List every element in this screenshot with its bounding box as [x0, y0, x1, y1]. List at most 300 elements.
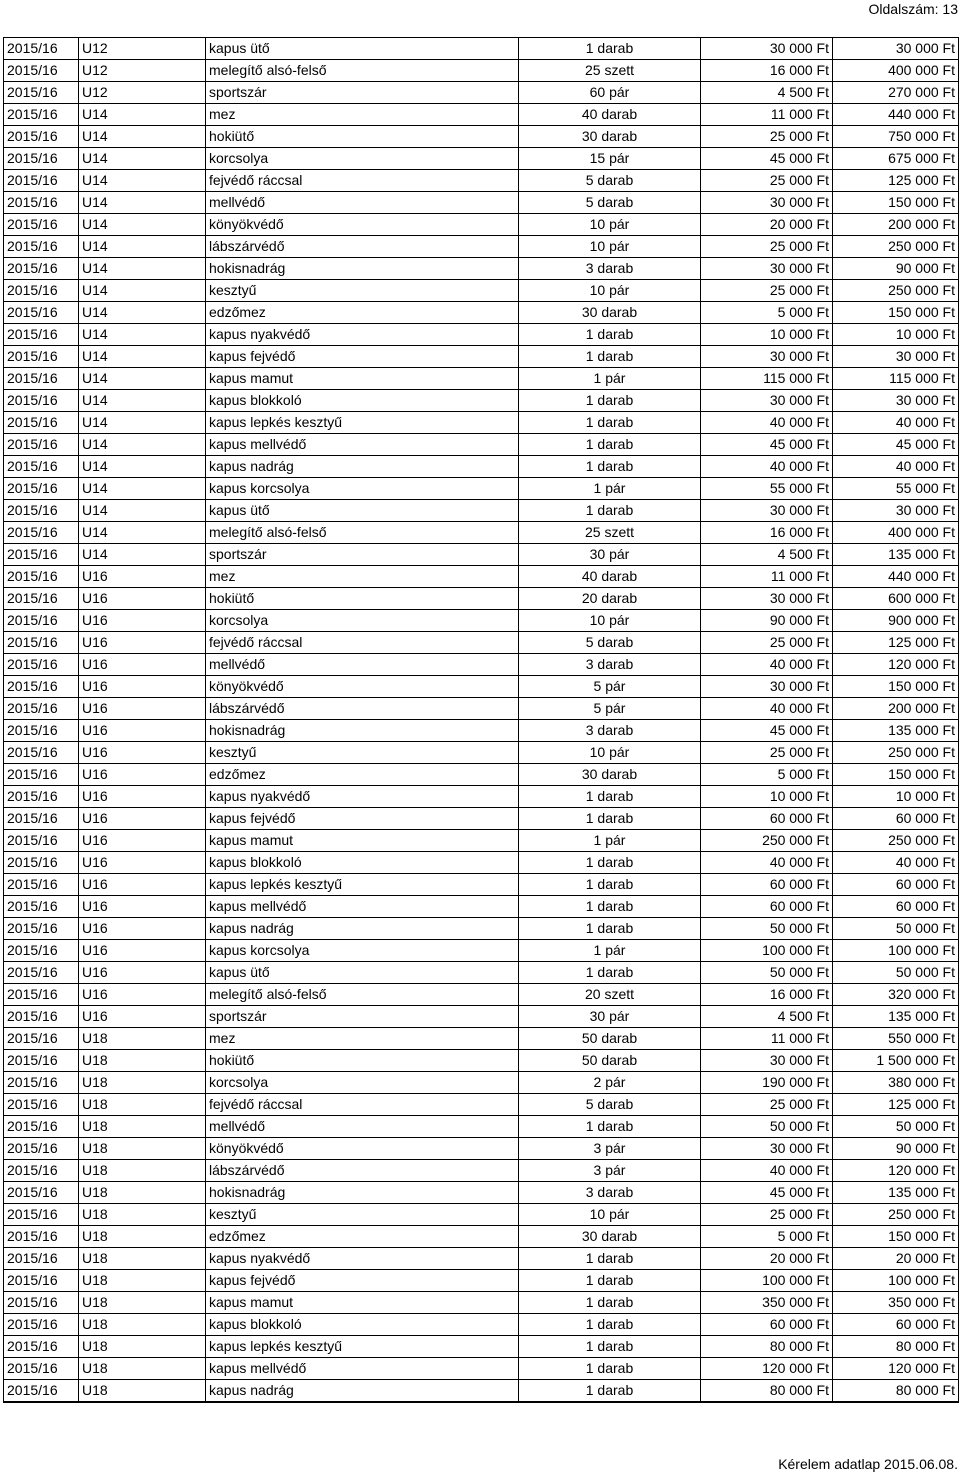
total-price-cell: 120 000 Ft [833, 1358, 959, 1380]
quantity-cell: 1 darab [519, 346, 701, 368]
team-cell: U18 [79, 1116, 206, 1138]
total-price-cell: 30 000 Ft [833, 346, 959, 368]
item-cell: kapus lepkés kesztyű [206, 412, 519, 434]
team-cell: U14 [79, 148, 206, 170]
team-cell: U14 [79, 192, 206, 214]
quantity-cell: 50 darab [519, 1028, 701, 1050]
item-cell: könyökvédő [206, 1138, 519, 1160]
item-cell: hokiütő [206, 1050, 519, 1072]
quantity-cell: 20 darab [519, 588, 701, 610]
quantity-cell: 10 pár [519, 610, 701, 632]
season-cell: 2015/16 [4, 1380, 79, 1403]
total-price-cell: 750 000 Ft [833, 126, 959, 148]
table-row [4, 280, 959, 302]
table-row [4, 742, 959, 764]
unit-price-cell: 50 000 Ft [701, 918, 833, 940]
total-price-cell: 30 000 Ft [833, 390, 959, 412]
item-cell: mez [206, 566, 519, 588]
quantity-cell: 1 darab [519, 1358, 701, 1380]
total-price-cell: 400 000 Ft [833, 60, 959, 82]
team-cell: U16 [79, 676, 206, 698]
season-cell: 2015/16 [4, 1248, 79, 1270]
total-price-cell: 45 000 Ft [833, 434, 959, 456]
total-price-cell: 550 000 Ft [833, 1028, 959, 1050]
team-cell: U12 [79, 82, 206, 104]
season-cell: 2015/16 [4, 808, 79, 830]
team-cell: U14 [79, 126, 206, 148]
total-price-cell: 125 000 Ft [833, 170, 959, 192]
season-cell: 2015/16 [4, 632, 79, 654]
team-cell: U14 [79, 302, 206, 324]
unit-price-cell: 30 000 Ft [701, 676, 833, 698]
table-row [4, 808, 959, 830]
table-row [4, 192, 959, 214]
table-row [4, 852, 959, 874]
table-row [4, 368, 959, 390]
quantity-cell: 1 darab [519, 1314, 701, 1336]
item-cell: lábszárvédő [206, 236, 519, 258]
team-cell: U18 [79, 1248, 206, 1270]
total-price-cell: 250 000 Ft [833, 236, 959, 258]
quantity-cell: 1 pár [519, 830, 701, 852]
season-cell: 2015/16 [4, 676, 79, 698]
item-cell: kapus nadrág [206, 918, 519, 940]
unit-price-cell: 10 000 Ft [701, 786, 833, 808]
quantity-cell: 1 darab [519, 786, 701, 808]
team-cell: U16 [79, 610, 206, 632]
team-cell: U14 [79, 456, 206, 478]
item-cell: lábszárvédő [206, 698, 519, 720]
table-row [4, 1358, 959, 1380]
table-row [4, 676, 959, 698]
season-cell: 2015/16 [4, 698, 79, 720]
table-row [4, 984, 959, 1006]
unit-price-cell: 4 500 Ft [701, 1006, 833, 1028]
total-price-cell: 115 000 Ft [833, 368, 959, 390]
season-cell: 2015/16 [4, 1270, 79, 1292]
table-row [4, 390, 959, 412]
team-cell: U16 [79, 566, 206, 588]
total-price-cell: 150 000 Ft [833, 302, 959, 324]
unit-price-cell: 250 000 Ft [701, 830, 833, 852]
team-cell: U16 [79, 918, 206, 940]
table-row [4, 544, 959, 566]
unit-price-cell: 16 000 Ft [701, 984, 833, 1006]
table-row [4, 1072, 959, 1094]
item-cell: fejvédő ráccsal [206, 632, 519, 654]
total-price-cell: 60 000 Ft [833, 1314, 959, 1336]
total-price-cell: 135 000 Ft [833, 1006, 959, 1028]
table-row [4, 1380, 959, 1403]
table-row [4, 610, 959, 632]
total-price-cell: 350 000 Ft [833, 1292, 959, 1314]
total-price-cell: 55 000 Ft [833, 478, 959, 500]
season-cell: 2015/16 [4, 346, 79, 368]
table-row [4, 1226, 959, 1248]
unit-price-cell: 20 000 Ft [701, 1248, 833, 1270]
quantity-cell: 1 pár [519, 478, 701, 500]
unit-price-cell: 16 000 Ft [701, 522, 833, 544]
total-price-cell: 440 000 Ft [833, 566, 959, 588]
table-row [4, 82, 959, 104]
season-cell: 2015/16 [4, 148, 79, 170]
table-row [4, 148, 959, 170]
unit-price-cell: 4 500 Ft [701, 544, 833, 566]
quantity-cell: 1 darab [519, 1116, 701, 1138]
unit-price-cell: 20 000 Ft [701, 214, 833, 236]
quantity-cell: 2 pár [519, 1072, 701, 1094]
season-cell: 2015/16 [4, 192, 79, 214]
item-cell: könyökvédő [206, 676, 519, 698]
quantity-cell: 10 pár [519, 1204, 701, 1226]
unit-price-cell: 30 000 Ft [701, 588, 833, 610]
item-cell: kapus nyakvédő [206, 1248, 519, 1270]
season-cell: 2015/16 [4, 742, 79, 764]
quantity-cell: 1 darab [519, 874, 701, 896]
quantity-cell: 30 darab [519, 302, 701, 324]
quantity-cell: 3 darab [519, 720, 701, 742]
quantity-cell: 1 darab [519, 456, 701, 478]
season-cell: 2015/16 [4, 720, 79, 742]
team-cell: U18 [79, 1336, 206, 1358]
quantity-cell: 1 pár [519, 368, 701, 390]
item-cell: kapus mellvédő [206, 434, 519, 456]
team-cell: U16 [79, 808, 206, 830]
table-row [4, 1050, 959, 1072]
unit-price-cell: 190 000 Ft [701, 1072, 833, 1094]
unit-price-cell: 60 000 Ft [701, 808, 833, 830]
unit-price-cell: 50 000 Ft [701, 1116, 833, 1138]
unit-price-cell: 40 000 Ft [701, 412, 833, 434]
team-cell: U14 [79, 280, 206, 302]
total-price-cell: 30 000 Ft [833, 38, 959, 60]
quantity-cell: 3 darab [519, 1182, 701, 1204]
item-cell: kapus nadrág [206, 1380, 519, 1403]
unit-price-cell: 16 000 Ft [701, 60, 833, 82]
total-price-cell: 125 000 Ft [833, 1094, 959, 1116]
total-price-cell: 50 000 Ft [833, 918, 959, 940]
season-cell: 2015/16 [4, 962, 79, 984]
unit-price-cell: 25 000 Ft [701, 1204, 833, 1226]
total-price-cell: 380 000 Ft [833, 1072, 959, 1094]
team-cell: U18 [79, 1028, 206, 1050]
quantity-cell: 5 darab [519, 192, 701, 214]
item-cell: kapus blokkoló [206, 390, 519, 412]
table-row [4, 60, 959, 82]
quantity-cell: 10 pár [519, 280, 701, 302]
season-cell: 2015/16 [4, 1072, 79, 1094]
total-price-cell: 250 000 Ft [833, 280, 959, 302]
team-cell: U14 [79, 544, 206, 566]
team-cell: U18 [79, 1226, 206, 1248]
total-price-cell: 90 000 Ft [833, 1138, 959, 1160]
unit-price-cell: 90 000 Ft [701, 610, 833, 632]
team-cell: U14 [79, 346, 206, 368]
team-cell: U16 [79, 940, 206, 962]
item-cell: mellvédő [206, 654, 519, 676]
team-cell: U18 [79, 1204, 206, 1226]
team-cell: U16 [79, 874, 206, 896]
item-cell: kapus mamut [206, 830, 519, 852]
quantity-cell: 50 darab [519, 1050, 701, 1072]
quantity-cell: 40 darab [519, 104, 701, 126]
item-cell: melegítő alsó-felső [206, 522, 519, 544]
season-cell: 2015/16 [4, 38, 79, 60]
quantity-cell: 1 pár [519, 940, 701, 962]
quantity-cell: 3 pár [519, 1138, 701, 1160]
item-cell: hokisnadrág [206, 258, 519, 280]
team-cell: U16 [79, 962, 206, 984]
total-price-cell: 250 000 Ft [833, 1204, 959, 1226]
season-cell: 2015/16 [4, 1292, 79, 1314]
total-price-cell: 60 000 Ft [833, 896, 959, 918]
total-price-cell: 250 000 Ft [833, 830, 959, 852]
season-cell: 2015/16 [4, 478, 79, 500]
quantity-cell: 1 darab [519, 918, 701, 940]
season-cell: 2015/16 [4, 368, 79, 390]
item-cell: melegítő alsó-felső [206, 984, 519, 1006]
quantity-cell: 1 darab [519, 1270, 701, 1292]
page-number: Oldalszám: 13 [868, 1, 958, 17]
total-price-cell: 200 000 Ft [833, 698, 959, 720]
unit-price-cell: 25 000 Ft [701, 1094, 833, 1116]
quantity-cell: 3 pár [519, 1160, 701, 1182]
item-cell: kapus korcsolya [206, 478, 519, 500]
season-cell: 2015/16 [4, 918, 79, 940]
table-row [4, 786, 959, 808]
quantity-cell: 40 darab [519, 566, 701, 588]
table-row [4, 1160, 959, 1182]
season-cell: 2015/16 [4, 566, 79, 588]
team-cell: U16 [79, 896, 206, 918]
team-cell: U16 [79, 764, 206, 786]
unit-price-cell: 25 000 Ft [701, 742, 833, 764]
team-cell: U18 [79, 1072, 206, 1094]
table-row [4, 896, 959, 918]
table-row [4, 588, 959, 610]
item-cell: kapus fejvédő [206, 346, 519, 368]
team-cell: U16 [79, 588, 206, 610]
table-row [4, 434, 959, 456]
equipment-table [3, 37, 959, 1403]
team-cell: U14 [79, 390, 206, 412]
item-cell: kapus ütő [206, 500, 519, 522]
team-cell: U14 [79, 258, 206, 280]
unit-price-cell: 25 000 Ft [701, 236, 833, 258]
unit-price-cell: 115 000 Ft [701, 368, 833, 390]
season-cell: 2015/16 [4, 1204, 79, 1226]
season-cell: 2015/16 [4, 1138, 79, 1160]
team-cell: U18 [79, 1380, 206, 1403]
item-cell: kapus ütő [206, 962, 519, 984]
item-cell: hokiütő [206, 588, 519, 610]
unit-price-cell: 60 000 Ft [701, 896, 833, 918]
season-cell: 2015/16 [4, 1336, 79, 1358]
season-cell: 2015/16 [4, 874, 79, 896]
team-cell: U14 [79, 500, 206, 522]
quantity-cell: 3 darab [519, 258, 701, 280]
item-cell: kapus fejvédő [206, 1270, 519, 1292]
unit-price-cell: 25 000 Ft [701, 126, 833, 148]
item-cell: mez [206, 104, 519, 126]
quantity-cell: 1 darab [519, 434, 701, 456]
season-cell: 2015/16 [4, 500, 79, 522]
item-cell: kapus mellvédő [206, 1358, 519, 1380]
season-cell: 2015/16 [4, 852, 79, 874]
footer-text: Kérelem adatlap 2015.06.08. [778, 1456, 958, 1472]
total-price-cell: 80 000 Ft [833, 1336, 959, 1358]
total-price-cell: 150 000 Ft [833, 192, 959, 214]
table-row [4, 654, 959, 676]
quantity-cell: 5 pár [519, 676, 701, 698]
table-row [4, 940, 959, 962]
table-row [4, 1138, 959, 1160]
quantity-cell: 1 darab [519, 412, 701, 434]
quantity-cell: 1 darab [519, 38, 701, 60]
season-cell: 2015/16 [4, 236, 79, 258]
table-row [4, 456, 959, 478]
total-price-cell: 10 000 Ft [833, 786, 959, 808]
unit-price-cell: 45 000 Ft [701, 1182, 833, 1204]
item-cell: hokiütő [206, 126, 519, 148]
table-row [4, 1336, 959, 1358]
quantity-cell: 1 darab [519, 1336, 701, 1358]
table-row [4, 962, 959, 984]
season-cell: 2015/16 [4, 1006, 79, 1028]
quantity-cell: 1 darab [519, 1380, 701, 1403]
season-cell: 2015/16 [4, 1358, 79, 1380]
total-price-cell: 200 000 Ft [833, 214, 959, 236]
season-cell: 2015/16 [4, 786, 79, 808]
team-cell: U16 [79, 786, 206, 808]
team-cell: U16 [79, 698, 206, 720]
table-row [4, 1094, 959, 1116]
total-price-cell: 320 000 Ft [833, 984, 959, 1006]
season-cell: 2015/16 [4, 214, 79, 236]
unit-price-cell: 30 000 Ft [701, 1138, 833, 1160]
total-price-cell: 100 000 Ft [833, 1270, 959, 1292]
season-cell: 2015/16 [4, 1028, 79, 1050]
quantity-cell: 30 darab [519, 126, 701, 148]
total-price-cell: 150 000 Ft [833, 1226, 959, 1248]
item-cell: hokisnadrág [206, 720, 519, 742]
table-row [4, 698, 959, 720]
quantity-cell: 60 pár [519, 82, 701, 104]
total-price-cell: 125 000 Ft [833, 632, 959, 654]
team-cell: U16 [79, 984, 206, 1006]
table-row [4, 1204, 959, 1226]
total-price-cell: 120 000 Ft [833, 654, 959, 676]
quantity-cell: 30 pár [519, 544, 701, 566]
item-cell: mellvédő [206, 1116, 519, 1138]
team-cell: U12 [79, 38, 206, 60]
item-cell: hokisnadrág [206, 1182, 519, 1204]
quantity-cell: 5 darab [519, 1094, 701, 1116]
total-price-cell: 20 000 Ft [833, 1248, 959, 1270]
team-cell: U18 [79, 1160, 206, 1182]
table-row [4, 500, 959, 522]
season-cell: 2015/16 [4, 984, 79, 1006]
item-cell: kapus blokkoló [206, 1314, 519, 1336]
team-cell: U18 [79, 1314, 206, 1336]
total-price-cell: 270 000 Ft [833, 82, 959, 104]
unit-price-cell: 30 000 Ft [701, 192, 833, 214]
item-cell: fejvédő ráccsal [206, 1094, 519, 1116]
quantity-cell: 5 darab [519, 632, 701, 654]
total-price-cell: 30 000 Ft [833, 500, 959, 522]
unit-price-cell: 120 000 Ft [701, 1358, 833, 1380]
season-cell: 2015/16 [4, 1182, 79, 1204]
table-row [4, 170, 959, 192]
total-price-cell: 100 000 Ft [833, 940, 959, 962]
total-price-cell: 40 000 Ft [833, 412, 959, 434]
item-cell: kapus mamut [206, 368, 519, 390]
quantity-cell: 10 pár [519, 214, 701, 236]
quantity-cell: 3 darab [519, 654, 701, 676]
quantity-cell: 1 darab [519, 1248, 701, 1270]
table-row [4, 830, 959, 852]
quantity-cell: 1 darab [519, 500, 701, 522]
table-row [4, 1006, 959, 1028]
season-cell: 2015/16 [4, 1314, 79, 1336]
total-price-cell: 400 000 Ft [833, 522, 959, 544]
quantity-cell: 1 darab [519, 808, 701, 830]
total-price-cell: 60 000 Ft [833, 808, 959, 830]
quantity-cell: 30 darab [519, 1226, 701, 1248]
total-price-cell: 600 000 Ft [833, 588, 959, 610]
team-cell: U14 [79, 478, 206, 500]
table-row [4, 1116, 959, 1138]
unit-price-cell: 30 000 Ft [701, 346, 833, 368]
total-price-cell: 1 500 000 Ft [833, 1050, 959, 1072]
table-row [4, 478, 959, 500]
unit-price-cell: 40 000 Ft [701, 654, 833, 676]
season-cell: 2015/16 [4, 258, 79, 280]
table-row [4, 412, 959, 434]
season-cell: 2015/16 [4, 940, 79, 962]
season-cell: 2015/16 [4, 434, 79, 456]
unit-price-cell: 30 000 Ft [701, 258, 833, 280]
season-cell: 2015/16 [4, 104, 79, 126]
season-cell: 2015/16 [4, 82, 79, 104]
season-cell: 2015/16 [4, 1116, 79, 1138]
item-cell: kapus mamut [206, 1292, 519, 1314]
season-cell: 2015/16 [4, 1226, 79, 1248]
unit-price-cell: 45 000 Ft [701, 148, 833, 170]
unit-price-cell: 25 000 Ft [701, 170, 833, 192]
quantity-cell: 25 szett [519, 522, 701, 544]
quantity-cell: 5 darab [519, 170, 701, 192]
item-cell: kapus mellvédő [206, 896, 519, 918]
table-row [4, 632, 959, 654]
unit-price-cell: 80 000 Ft [701, 1380, 833, 1403]
unit-price-cell: 5 000 Ft [701, 302, 833, 324]
unit-price-cell: 40 000 Ft [701, 852, 833, 874]
unit-price-cell: 25 000 Ft [701, 280, 833, 302]
total-price-cell: 440 000 Ft [833, 104, 959, 126]
item-cell: sportszár [206, 544, 519, 566]
quantity-cell: 15 pár [519, 148, 701, 170]
table-row [4, 258, 959, 280]
season-cell: 2015/16 [4, 126, 79, 148]
item-cell: kapus korcsolya [206, 940, 519, 962]
table-row [4, 720, 959, 742]
season-cell: 2015/16 [4, 522, 79, 544]
unit-price-cell: 5 000 Ft [701, 764, 833, 786]
unit-price-cell: 40 000 Ft [701, 698, 833, 720]
team-cell: U18 [79, 1182, 206, 1204]
table-body [4, 38, 959, 1403]
